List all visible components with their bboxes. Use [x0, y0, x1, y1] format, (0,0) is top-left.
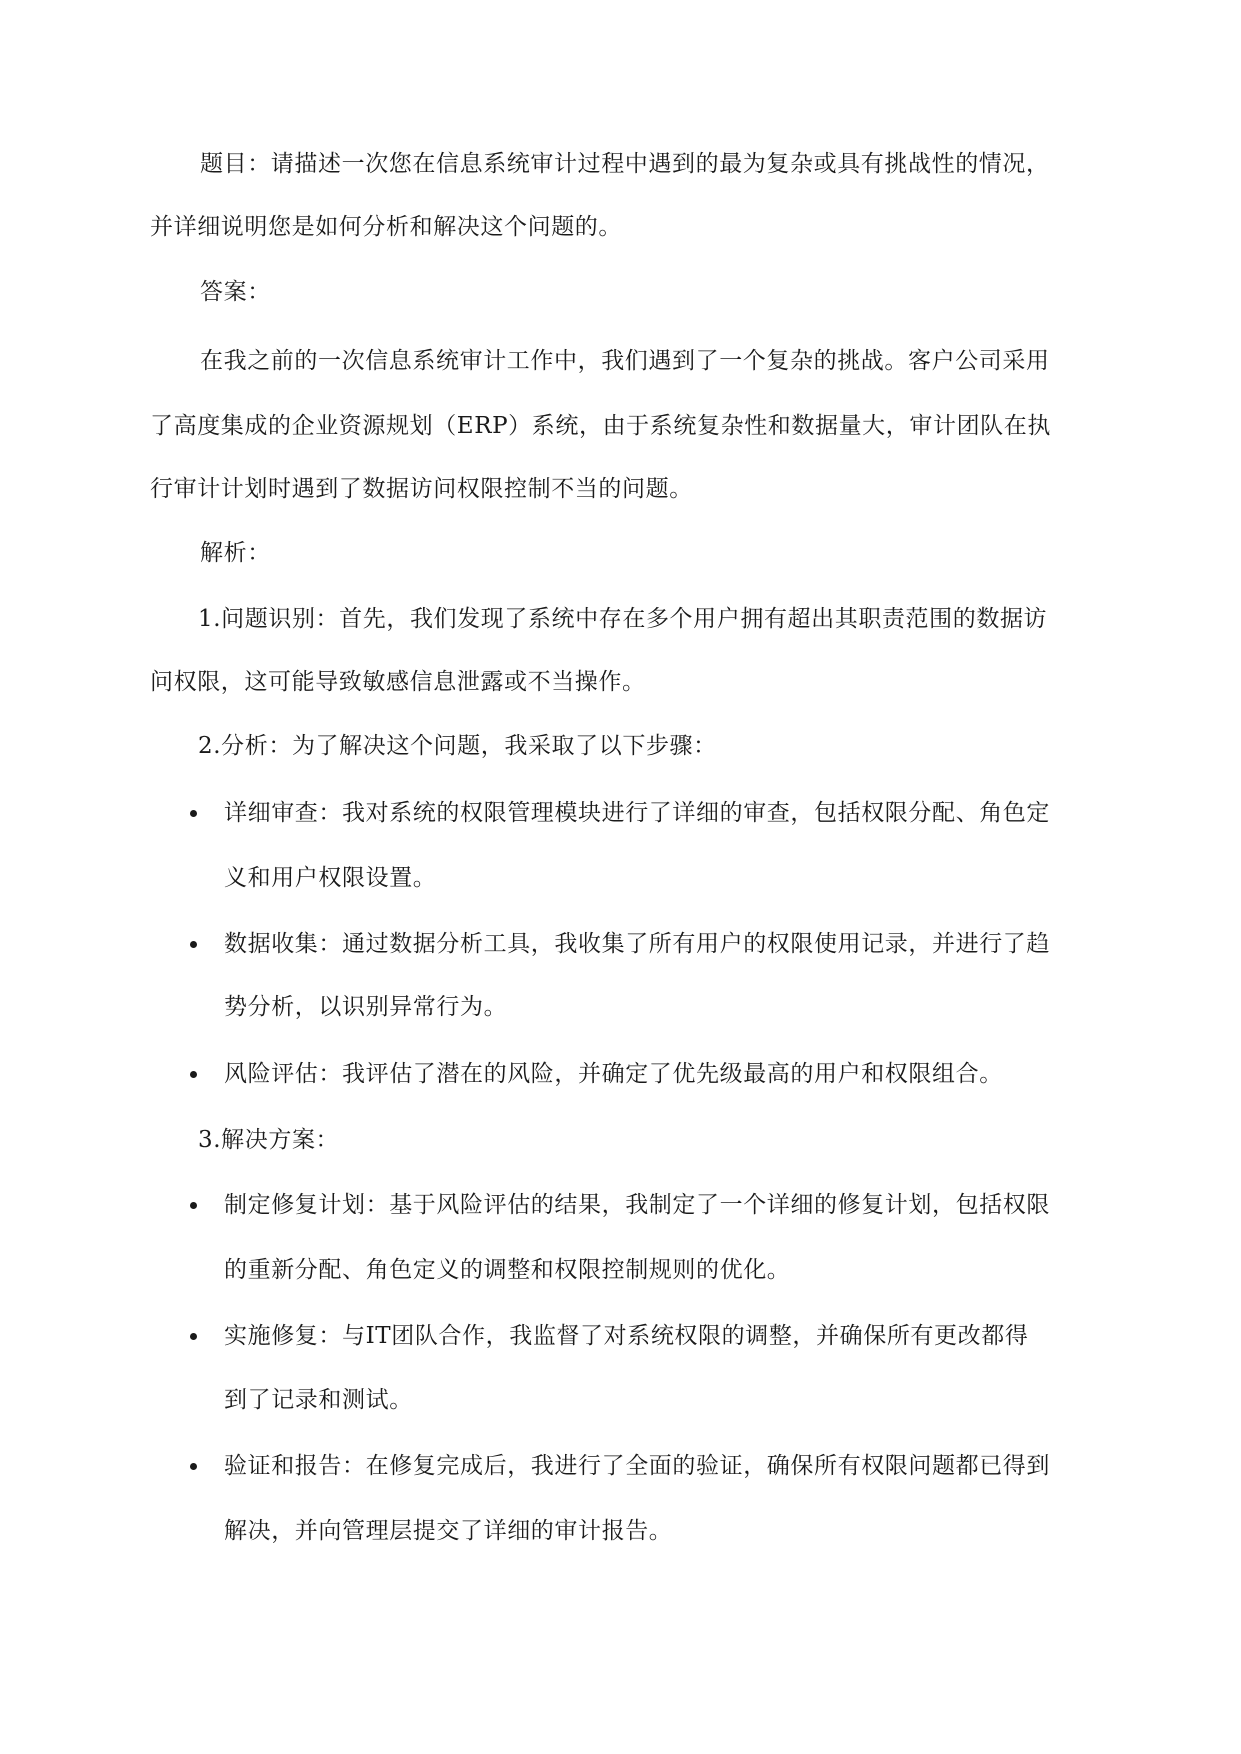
bullet-dot-icon — [190, 1071, 197, 1078]
point1-line-2: 问权限，这可能导致敏感信息泄露或不当操作。 — [150, 669, 646, 695]
bullet-dot-icon — [190, 1463, 197, 1470]
bullet-dot-icon — [190, 941, 197, 948]
solution-bullet-2-line-2: 到了记录和测试。 — [224, 1387, 413, 1413]
analysis-bullet-2-line-2: 势分析，以识别异常行为。 — [224, 994, 508, 1020]
analysis-bullet-1-line-2: 义和用户权限设置。 — [224, 865, 437, 891]
answer-line-2: 了高度集成的企业资源规划（ERP）系统，由于系统复杂性和数据量大，审计团队在执 — [150, 413, 1051, 439]
analysis-bullet-2-line-1: 数据收集：通过数据分析工具，我收集了所有用户的权限使用记录，并进行了趋 — [224, 931, 1050, 957]
solution-bullet-3-line-1: 验证和报告：在修复完成后，我进行了全面的验证，确保所有权限问题都已得到 — [224, 1453, 1050, 1479]
point2-heading: 2.分析：为了解决这个问题，我采取了以下步骤： — [198, 733, 717, 759]
solution-bullet-1-line-2: 的重新分配、角色定义的调整和权限控制规则的优化。 — [224, 1257, 791, 1283]
analysis-heading: 解析： — [200, 540, 271, 566]
answer-line-3: 行审计计划时遇到了数据访问权限控制不当的问题。 — [150, 476, 693, 502]
question-line-2: 并详细说明您是如何分析和解决这个问题的。 — [150, 214, 622, 240]
analysis-bullet-1-line-1: 详细审查：我对系统的权限管理模块进行了详细的审查，包括权限分配、角色定 — [224, 800, 1050, 826]
bullet-dot-icon — [190, 1333, 197, 1340]
solution-bullet-1-line-1: 制定修复计划：基于风险评估的结果，我制定了一个详细的修复计划，包括权限 — [224, 1192, 1050, 1218]
point3-heading: 3.解决方案： — [198, 1127, 340, 1153]
point1-line-1: 1.问题识别：首先，我们发现了系统中存在多个用户拥有超出其职责范围的数据访 — [198, 606, 1048, 632]
solution-bullet-3-line-2: 解决，并向管理层提交了详细的审计报告。 — [224, 1518, 673, 1544]
answer-heading: 答案： — [200, 279, 271, 305]
bullet-dot-icon — [190, 1202, 197, 1209]
bullet-dot-icon — [190, 810, 197, 817]
solution-bullet-2-line-1: 实施修复：与IT团队合作，我监督了对系统权限的调整，并确保所有更改都得 — [224, 1323, 1029, 1349]
question-line-1: 题目：请描述一次您在信息系统审计过程中遇到的最为复杂或具有挑战性的情况， — [200, 151, 1050, 177]
answer-line-1: 在我之前的一次信息系统审计工作中，我们遇到了一个复杂的挑战。客户公司采用 — [200, 348, 1050, 374]
analysis-bullet-3-line-1: 风险评估：我评估了潜在的风险，并确定了优先级最高的用户和权限组合。 — [224, 1061, 1003, 1087]
